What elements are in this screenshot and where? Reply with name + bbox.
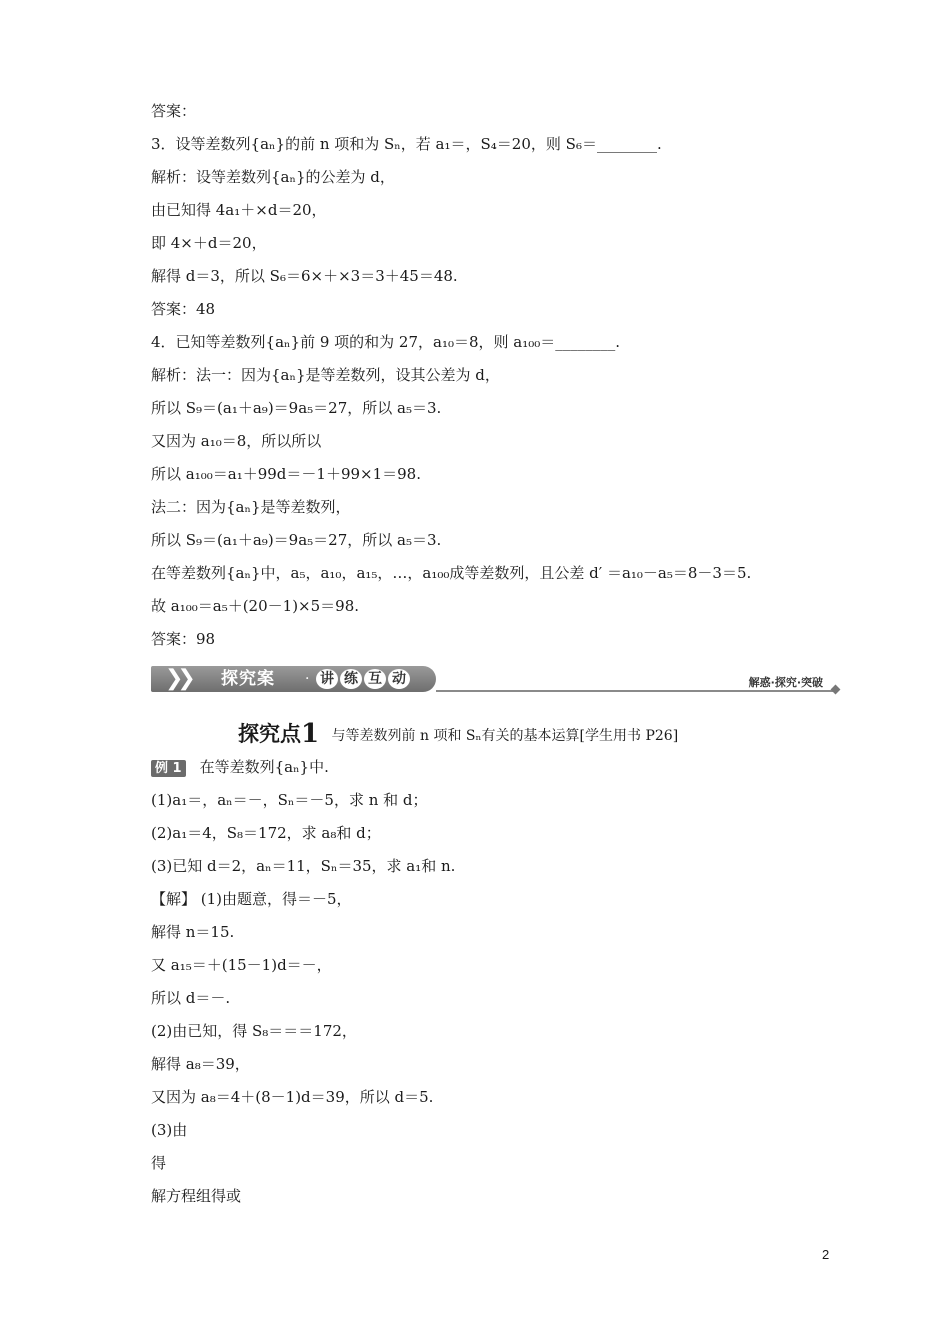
- diamond-icon: [831, 685, 841, 695]
- solution-line: 解得 a₈＝39，: [151, 1055, 250, 1073]
- section-banner: [151, 664, 841, 696]
- example-part: (2)a₁＝4，S₈＝172，求 a₈和 d；: [151, 824, 381, 842]
- solution-line: (3)由: [151, 1121, 188, 1139]
- solution-line: 即 4×＋d＝20，: [151, 234, 267, 252]
- solution-line: 【解】 (1)由题意，得＝－5，: [151, 890, 352, 908]
- section-text: 与等差数列前 n 项和 Sₙ有关的基本运算[学生用书 P26]: [331, 728, 679, 744]
- section-title: [238, 718, 678, 749]
- solution-line: 又因为 a₈＝4＋(8－1)d＝39，所以 d＝5.: [151, 1088, 434, 1106]
- problem-4: 4．已知等差数列{aₙ}前 9 项的和为 27，a₁₀＝8，则 a₁₀₀＝________.: [151, 333, 621, 351]
- solution-line: 解得 d＝3，所以 S₆＝6×＋×3＝3＋45＝48.: [151, 267, 458, 285]
- example-tag: 例 1: [151, 760, 186, 777]
- example-part: (1)a₁＝，aₙ＝－，Sₙ＝－5，求 n 和 d；: [151, 791, 428, 809]
- solution-line: 解析：法一：因为{aₙ}是等差数列，设其公差为 d，: [151, 366, 500, 384]
- solution-line: 解方程组得或: [151, 1187, 242, 1205]
- answer-line: 答案：48: [151, 300, 216, 318]
- section-label: 探究点: [238, 722, 301, 746]
- solution-line: 所以 S₉＝(a₁＋a₉)＝9a₅＝27，所以 a₅＝3.: [151, 399, 442, 417]
- problem-3: 3．设等差数列{aₙ}的前 n 项和为 Sₙ，若 a₁＝，S₄＝20，则 S₆＝________.: [151, 135, 662, 153]
- solution-line: 解得 n＝15.: [151, 923, 235, 941]
- solution-line: 又因为 a₁₀＝8，所以所以: [151, 432, 322, 450]
- banner-subtitle: [316, 669, 410, 689]
- banner-sub-char: 练: [340, 669, 362, 689]
- answer-line: 答案：98: [151, 630, 216, 648]
- banner-dot: ·: [305, 671, 310, 687]
- solution-line: 在等差数列{aₙ}中，a₅，a₁₀，a₁₅，…，a₁₀₀成等差数列，且公差 d′ ＝a₁₀－a₅＝8－3＝5.: [151, 564, 752, 582]
- solution-line: (2)由已知，得 S₈＝＝＝172，: [151, 1022, 357, 1040]
- solution-line: 故 a₁₀₀＝a₅＋(20－1)×5＝98.: [151, 597, 360, 615]
- solution-line: 由已知得 4a₁＋×d＝20，: [151, 201, 327, 219]
- answer-line: 答案：: [151, 102, 197, 120]
- example-heading: [151, 757, 329, 777]
- section-number: 1: [301, 719, 320, 749]
- solution-line: 所以 S₉＝(a₁＋a₉)＝9a₅＝27，所以 a₅＝3.: [151, 531, 442, 549]
- solution-line: 所以 a₁₀₀＝a₁＋99d＝－1＋99×1＝98.: [151, 465, 421, 483]
- banner-title: 探究案: [221, 669, 275, 689]
- chevron-right-icon: ❯❯: [165, 666, 190, 691]
- solution-line: 解析：设等差数列{aₙ}的公差为 d，: [151, 168, 395, 186]
- example-text: 在等差数列{aₙ}中.: [199, 758, 329, 776]
- example-part: (3)已知 d＝2，aₙ＝11，Sₙ＝35，求 a₁和 n.: [151, 857, 456, 875]
- banner-sub-char: 互: [364, 669, 386, 689]
- banner-rule: [436, 690, 836, 692]
- banner-tagline: 解惑·探究·突破: [748, 676, 823, 689]
- solution-line: 法二：因为{aₙ}是等差数列，: [151, 498, 351, 516]
- banner-bar: [151, 666, 436, 692]
- solution-line: 得: [151, 1154, 167, 1172]
- banner-sub-char: 动: [388, 669, 410, 689]
- page-number: 2: [822, 1247, 830, 1262]
- solution-line: 又 a₁₅＝＋(15－1)d＝－，: [151, 956, 332, 974]
- banner-sub-char: 讲: [316, 669, 338, 689]
- solution-line: 所以 d＝－.: [151, 989, 231, 1007]
